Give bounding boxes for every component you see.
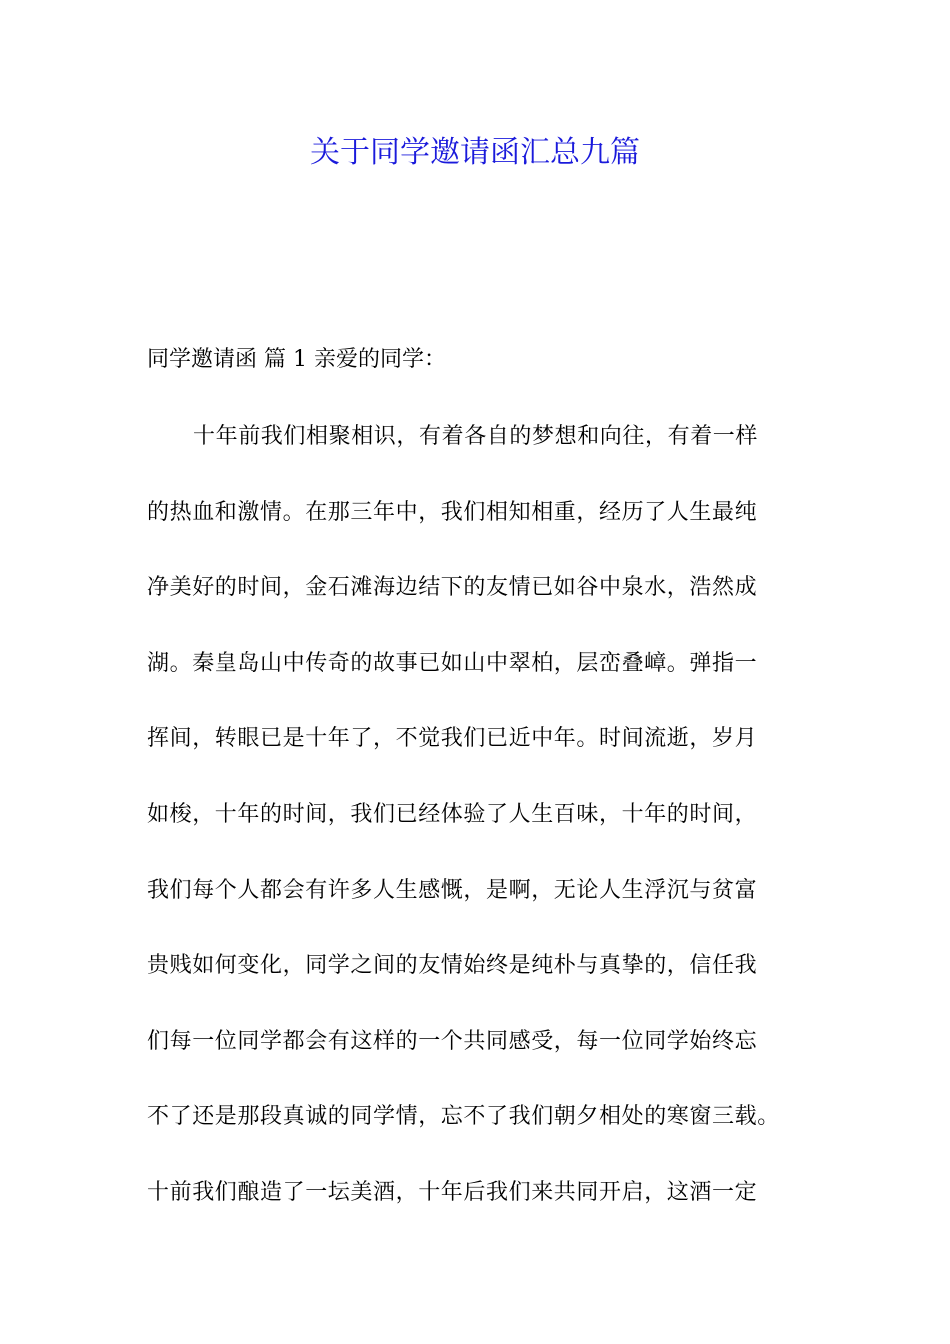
body-line: 十前我们酿造了一坛美酒，十年后我们来共同开启，这酒一定 [147, 1179, 758, 1205]
letter-body [147, 414, 827, 1246]
body-line: 的热血和激情。在那三年中，我们相知相重，经历了人生最纯 [147, 499, 758, 525]
body-line: 如梭，十年的时间，我们已经体验了人生百味，十年的时间， [147, 801, 758, 827]
body-line: 挥间，转眼已是十年了，不觉我们已近中年。时间流逝，岁月 [147, 726, 758, 752]
document-title: 关于同学邀请函汇总九篇 [310, 135, 640, 170]
body-line: 们每一位同学都会有这样的一个共同感受，每一位同学始终忘 [147, 1028, 758, 1054]
body-line: 我们每个人都会有许多人生感慨，是啊，无论人生浮沉与贫富 [147, 877, 758, 903]
body-line: 贵贱如何变化，同学之间的友情始终是纯朴与真挚的，信任我 [147, 953, 758, 979]
body-line: 湖。秦皇岛山中传奇的故事已如山中翠柏，层峦叠嶂。弹指一 [147, 650, 758, 676]
body-line: 十年前我们相聚相识，有着各自的梦想和向往，有着一样 [193, 424, 759, 449]
body-line: 不了还是那段真诚的同学情，忘不了我们朝夕相处的寒窗三载。 [147, 1104, 780, 1130]
letter-heading: 同学邀请函 篇 1 亲爱的同学： [147, 347, 446, 372]
body-line: 净美好的时间，金石滩海边结下的友情已如谷中泉水，浩然成 [147, 575, 758, 601]
